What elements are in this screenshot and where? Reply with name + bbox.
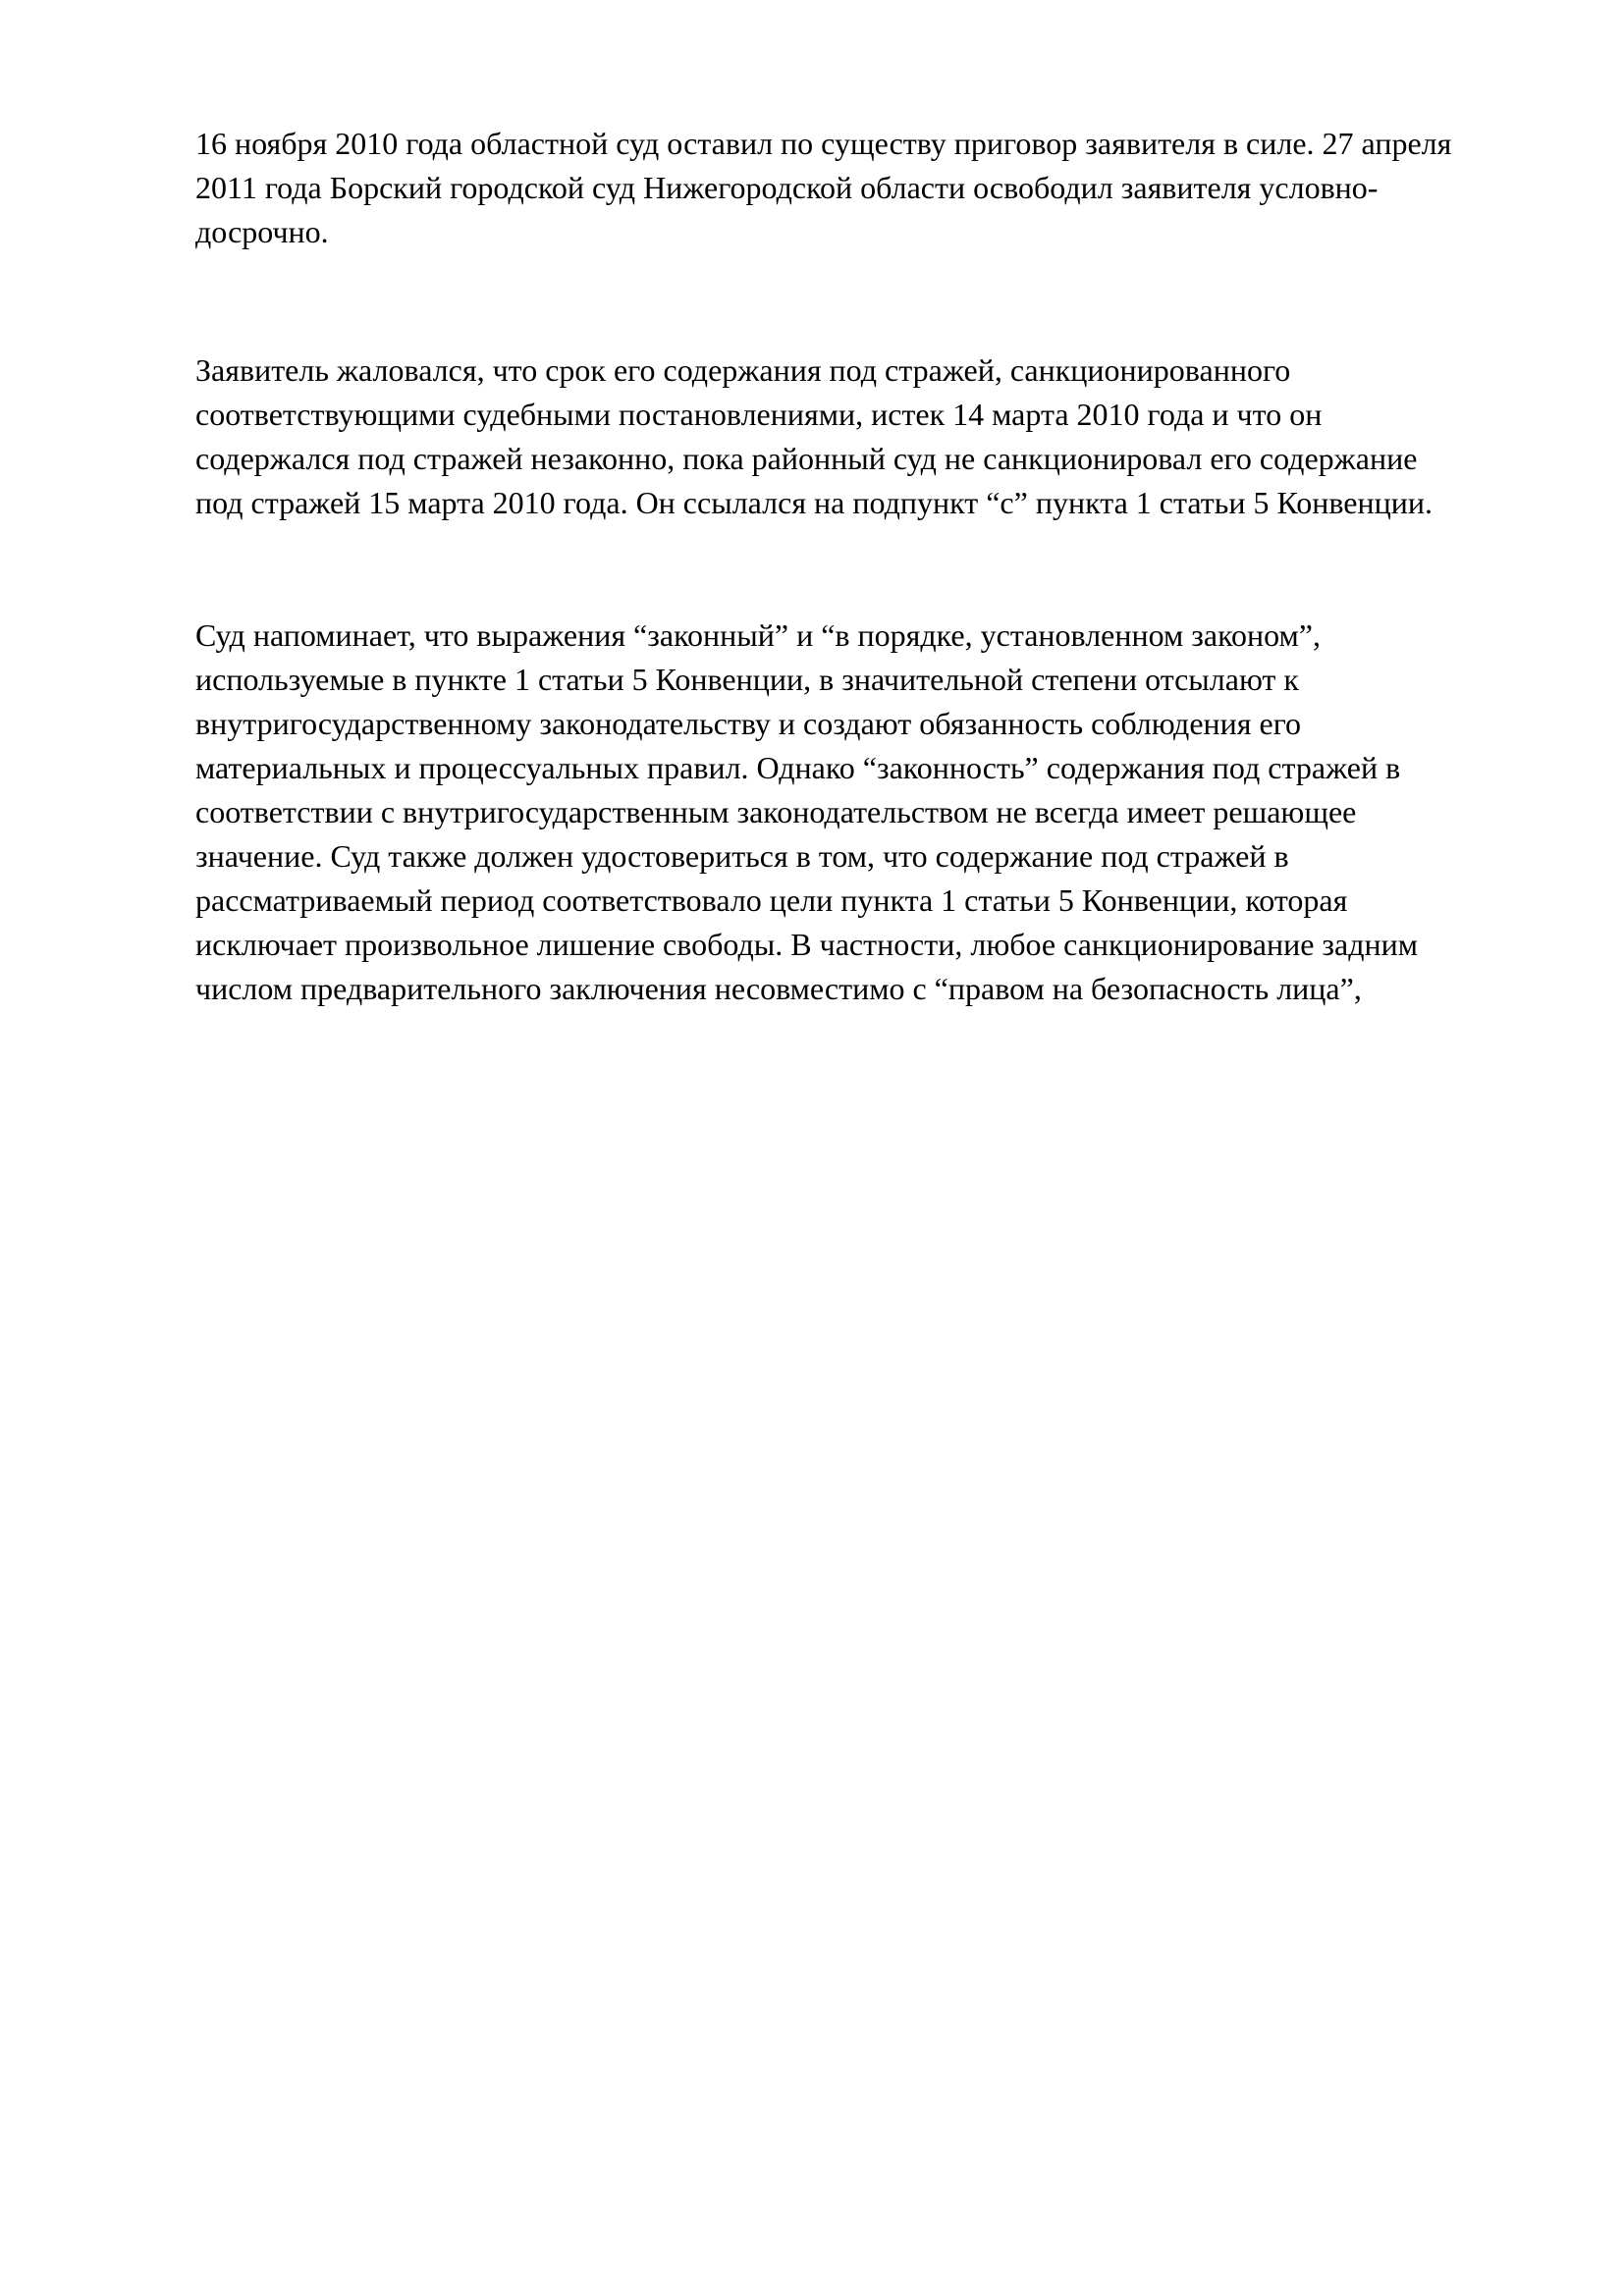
- text-line: Суд напоминает, что выражения “законный” и “в порядке, установленном законом”,: [195, 617, 1321, 653]
- text-line: значение. Суд также должен удостовериться в том, что содержание под стражей в: [195, 838, 1289, 874]
- paragraph-2: [195, 348, 1433, 525]
- text-line: внутригосударственному законодательству и создают обязанность соблюдения его: [195, 706, 1302, 741]
- text-line: под стражей 15 марта 2010 года. Он ссылался на подпункт “c” пункта 1 статьи 5 Конвенции.: [195, 485, 1433, 520]
- text-line: содержался под стражей незаконно, пока районный суд не санкционировал его содержание: [195, 441, 1418, 476]
- text-line: 2011 года Борский городской суд Нижегородской области освободил заявителя условно-: [195, 170, 1379, 205]
- text-line: соответствии с внутригосударственным законодательством не всегда имеет решающее: [195, 794, 1357, 829]
- text-line: материальных и процессуальных правил. Однако “законность” содержания под стражей в: [195, 750, 1401, 785]
- text-line: числом предварительного заключения несовместимо с “правом на безопасность лица”,: [195, 971, 1362, 1006]
- text-line: рассматриваемый период соответствовало цели пункта 1 статьи 5 Конвенции, которая: [195, 882, 1348, 918]
- text-line: исключает произвольное лишение свободы. В частности, любое санкционирование задним: [195, 927, 1419, 962]
- text-line: 16 ноября 2010 года областной суд оставил по существу приговор заявителя в силе. 27 апреля: [195, 126, 1452, 161]
- paragraph-3: [195, 614, 1418, 1011]
- text-line: досрочно.: [195, 214, 329, 249]
- paragraph-1: [195, 122, 1451, 254]
- text-line: используемые в пункте 1 статьи 5 Конвенции, в значительной степени отсылают к: [195, 662, 1299, 697]
- text-line: соответствующими судебными постановлениями, истек 14 марта 2010 года и что он: [195, 397, 1323, 432]
- text-line: Заявитель жаловался, что срок его содержания под стражей, санкционированного: [195, 352, 1291, 388]
